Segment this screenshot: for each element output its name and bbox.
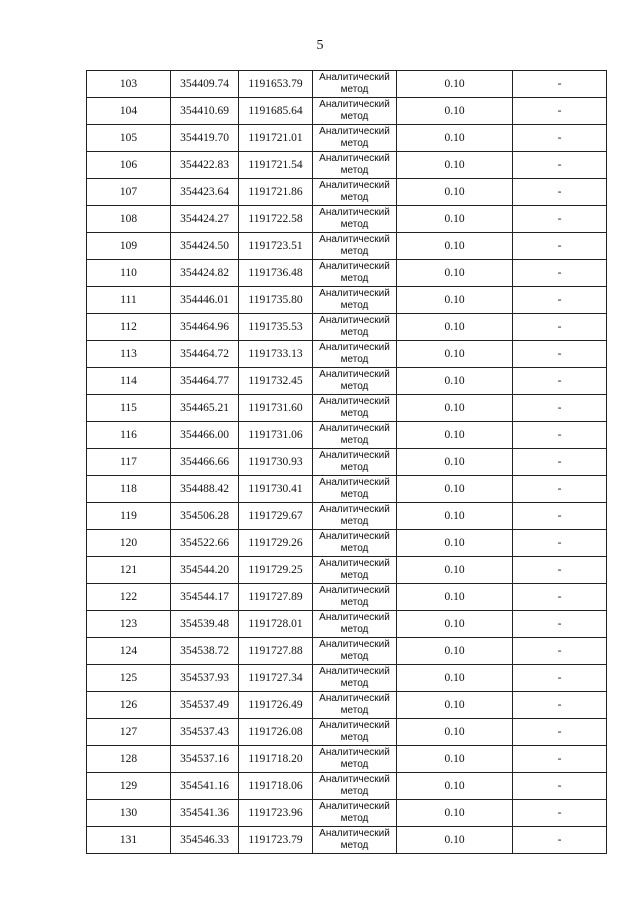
note-cell: - [513,125,607,152]
accuracy-cell: 0.10 [397,584,513,611]
table-row [87,98,607,125]
table-row [87,638,607,665]
note-cell: - [513,287,607,314]
point-number-cell: 121 [87,557,171,584]
y-coordinate-cell: 1191727.89 [239,584,313,611]
x-coordinate-cell: 354419.70 [171,125,239,152]
table-row [87,152,607,179]
note-cell: - [513,233,607,260]
table-row [87,584,607,611]
note-cell: - [513,206,607,233]
point-number-cell: 127 [87,719,171,746]
y-coordinate-cell: 1191735.53 [239,314,313,341]
y-coordinate-cell: 1191722.58 [239,206,313,233]
table-row [87,260,607,287]
point-number-cell: 120 [87,530,171,557]
accuracy-cell: 0.10 [397,206,513,233]
point-number-cell: 119 [87,503,171,530]
method-cell: Аналитический метод [313,503,397,530]
x-coordinate-cell: 354522.66 [171,530,239,557]
x-coordinate-cell: 354537.49 [171,692,239,719]
method-cell: Аналитический метод [313,368,397,395]
x-coordinate-cell: 354465.21 [171,395,239,422]
point-number-cell: 107 [87,179,171,206]
table-row [87,800,607,827]
method-cell: Аналитический метод [313,665,397,692]
method-cell: Аналитический метод [313,557,397,584]
table-row [87,179,607,206]
note-cell: - [513,260,607,287]
table-row [87,368,607,395]
y-coordinate-cell: 1191727.34 [239,665,313,692]
method-cell: Аналитический метод [313,125,397,152]
x-coordinate-cell: 354537.43 [171,719,239,746]
note-cell: - [513,800,607,827]
method-cell: Аналитический метод [313,746,397,773]
y-coordinate-cell: 1191726.08 [239,719,313,746]
point-number-cell: 117 [87,449,171,476]
y-coordinate-cell: 1191731.60 [239,395,313,422]
accuracy-cell: 0.10 [397,611,513,638]
note-cell: - [513,395,607,422]
x-coordinate-cell: 354424.50 [171,233,239,260]
point-number-cell: 112 [87,314,171,341]
table-row [87,719,607,746]
x-coordinate-cell: 354464.72 [171,341,239,368]
accuracy-cell: 0.10 [397,314,513,341]
x-coordinate-cell: 354410.69 [171,98,239,125]
accuracy-cell: 0.10 [397,449,513,476]
table-row [87,233,607,260]
method-cell: Аналитический метод [313,530,397,557]
y-coordinate-cell: 1191721.86 [239,179,313,206]
x-coordinate-cell: 354422.83 [171,152,239,179]
table-row [87,773,607,800]
y-coordinate-cell: 1191736.48 [239,260,313,287]
y-coordinate-cell: 1191718.20 [239,746,313,773]
point-number-cell: 104 [87,98,171,125]
point-number-cell: 125 [87,665,171,692]
method-cell: Аналитический метод [313,800,397,827]
method-cell: Аналитический метод [313,287,397,314]
x-coordinate-cell: 354446.01 [171,287,239,314]
note-cell: - [513,368,607,395]
point-number-cell: 113 [87,341,171,368]
table-row [87,71,607,98]
method-cell: Аналитический метод [313,638,397,665]
accuracy-cell: 0.10 [397,368,513,395]
accuracy-cell: 0.10 [397,152,513,179]
point-number-cell: 110 [87,260,171,287]
point-number-cell: 130 [87,800,171,827]
point-number-cell: 123 [87,611,171,638]
method-cell: Аналитический метод [313,152,397,179]
accuracy-cell: 0.10 [397,422,513,449]
table-row [87,557,607,584]
accuracy-cell: 0.10 [397,233,513,260]
point-number-cell: 126 [87,692,171,719]
method-cell: Аналитический метод [313,692,397,719]
method-cell: Аналитический метод [313,179,397,206]
note-cell: - [513,584,607,611]
note-cell: - [513,719,607,746]
point-number-cell: 106 [87,152,171,179]
table-row [87,530,607,557]
note-cell: - [513,638,607,665]
y-coordinate-cell: 1191729.25 [239,557,313,584]
method-cell: Аналитический метод [313,773,397,800]
x-coordinate-cell: 354538.72 [171,638,239,665]
y-coordinate-cell: 1191685.64 [239,98,313,125]
accuracy-cell: 0.10 [397,125,513,152]
method-cell: Аналитический метод [313,611,397,638]
x-coordinate-cell: 354423.64 [171,179,239,206]
x-coordinate-cell: 354537.16 [171,746,239,773]
y-coordinate-cell: 1191727.88 [239,638,313,665]
x-coordinate-cell: 354544.20 [171,557,239,584]
table-row [87,692,607,719]
method-cell: Аналитический метод [313,827,397,854]
y-coordinate-cell: 1191730.41 [239,476,313,503]
accuracy-cell: 0.10 [397,287,513,314]
x-coordinate-cell: 354424.82 [171,260,239,287]
x-coordinate-cell: 354541.36 [171,800,239,827]
y-coordinate-cell: 1191728.01 [239,611,313,638]
note-cell: - [513,827,607,854]
method-cell: Аналитический метод [313,341,397,368]
note-cell: - [513,503,607,530]
y-coordinate-cell: 1191735.80 [239,287,313,314]
coordinates-table [86,70,607,854]
accuracy-cell: 0.10 [397,98,513,125]
table-row [87,476,607,503]
accuracy-cell: 0.10 [397,260,513,287]
method-cell: Аналитический метод [313,233,397,260]
point-number-cell: 109 [87,233,171,260]
method-cell: Аналитический метод [313,71,397,98]
note-cell: - [513,422,607,449]
note-cell: - [513,611,607,638]
point-number-cell: 103 [87,71,171,98]
table-row [87,341,607,368]
y-coordinate-cell: 1191721.01 [239,125,313,152]
method-cell: Аналитический метод [313,422,397,449]
accuracy-cell: 0.10 [397,719,513,746]
note-cell: - [513,341,607,368]
accuracy-cell: 0.10 [397,503,513,530]
table-row [87,746,607,773]
point-number-cell: 131 [87,827,171,854]
point-number-cell: 124 [87,638,171,665]
accuracy-cell: 0.10 [397,476,513,503]
y-coordinate-cell: 1191733.13 [239,341,313,368]
table-row [87,422,607,449]
table-row [87,611,607,638]
accuracy-cell: 0.10 [397,557,513,584]
y-coordinate-cell: 1191721.54 [239,152,313,179]
accuracy-cell: 0.10 [397,179,513,206]
x-coordinate-cell: 354544.17 [171,584,239,611]
point-number-cell: 116 [87,422,171,449]
x-coordinate-cell: 354466.66 [171,449,239,476]
method-cell: Аналитический метод [313,584,397,611]
y-coordinate-cell: 1191731.06 [239,422,313,449]
method-cell: Аналитический метод [313,98,397,125]
point-number-cell: 122 [87,584,171,611]
note-cell: - [513,557,607,584]
table-row [87,665,607,692]
accuracy-cell: 0.10 [397,395,513,422]
x-coordinate-cell: 354506.28 [171,503,239,530]
point-number-cell: 118 [87,476,171,503]
x-coordinate-cell: 354537.93 [171,665,239,692]
page-number: 5 [316,38,324,53]
method-cell: Аналитический метод [313,206,397,233]
table-row [87,206,607,233]
accuracy-cell: 0.10 [397,638,513,665]
x-coordinate-cell: 354424.27 [171,206,239,233]
note-cell: - [513,530,607,557]
point-number-cell: 115 [87,395,171,422]
note-cell: - [513,152,607,179]
note-cell: - [513,179,607,206]
table-row [87,314,607,341]
note-cell: - [513,476,607,503]
accuracy-cell: 0.10 [397,530,513,557]
note-cell: - [513,746,607,773]
y-coordinate-cell: 1191723.79 [239,827,313,854]
method-cell: Аналитический метод [313,395,397,422]
method-cell: Аналитический метод [313,476,397,503]
point-number-cell: 105 [87,125,171,152]
x-coordinate-cell: 354409.74 [171,71,239,98]
x-coordinate-cell: 354466.00 [171,422,239,449]
y-coordinate-cell: 1191723.51 [239,233,313,260]
table-row [87,125,607,152]
method-cell: Аналитический метод [313,314,397,341]
note-cell: - [513,449,607,476]
note-cell: - [513,314,607,341]
table-row [87,827,607,854]
accuracy-cell: 0.10 [397,827,513,854]
x-coordinate-cell: 354488.42 [171,476,239,503]
point-number-cell: 114 [87,368,171,395]
accuracy-cell: 0.10 [397,71,513,98]
method-cell: Аналитический метод [313,260,397,287]
note-cell: - [513,98,607,125]
point-number-cell: 128 [87,746,171,773]
note-cell: - [513,665,607,692]
y-coordinate-cell: 1191726.49 [239,692,313,719]
note-cell: - [513,773,607,800]
x-coordinate-cell: 354464.96 [171,314,239,341]
method-cell: Аналитический метод [313,719,397,746]
accuracy-cell: 0.10 [397,746,513,773]
table-row [87,449,607,476]
x-coordinate-cell: 354541.16 [171,773,239,800]
accuracy-cell: 0.10 [397,692,513,719]
y-coordinate-cell: 1191653.79 [239,71,313,98]
accuracy-cell: 0.10 [397,341,513,368]
x-coordinate-cell: 354464.77 [171,368,239,395]
table-row [87,287,607,314]
point-number-cell: 111 [87,287,171,314]
y-coordinate-cell: 1191732.45 [239,368,313,395]
x-coordinate-cell: 354546.33 [171,827,239,854]
note-cell: - [513,71,607,98]
accuracy-cell: 0.10 [397,773,513,800]
table-row [87,395,607,422]
coordinates-table-body [87,71,607,854]
point-number-cell: 129 [87,773,171,800]
y-coordinate-cell: 1191718.06 [239,773,313,800]
accuracy-cell: 0.10 [397,665,513,692]
note-cell: - [513,692,607,719]
y-coordinate-cell: 1191730.93 [239,449,313,476]
x-coordinate-cell: 354539.48 [171,611,239,638]
y-coordinate-cell: 1191729.26 [239,530,313,557]
y-coordinate-cell: 1191723.96 [239,800,313,827]
method-cell: Аналитический метод [313,449,397,476]
y-coordinate-cell: 1191729.67 [239,503,313,530]
accuracy-cell: 0.10 [397,800,513,827]
point-number-cell: 108 [87,206,171,233]
table-row [87,503,607,530]
